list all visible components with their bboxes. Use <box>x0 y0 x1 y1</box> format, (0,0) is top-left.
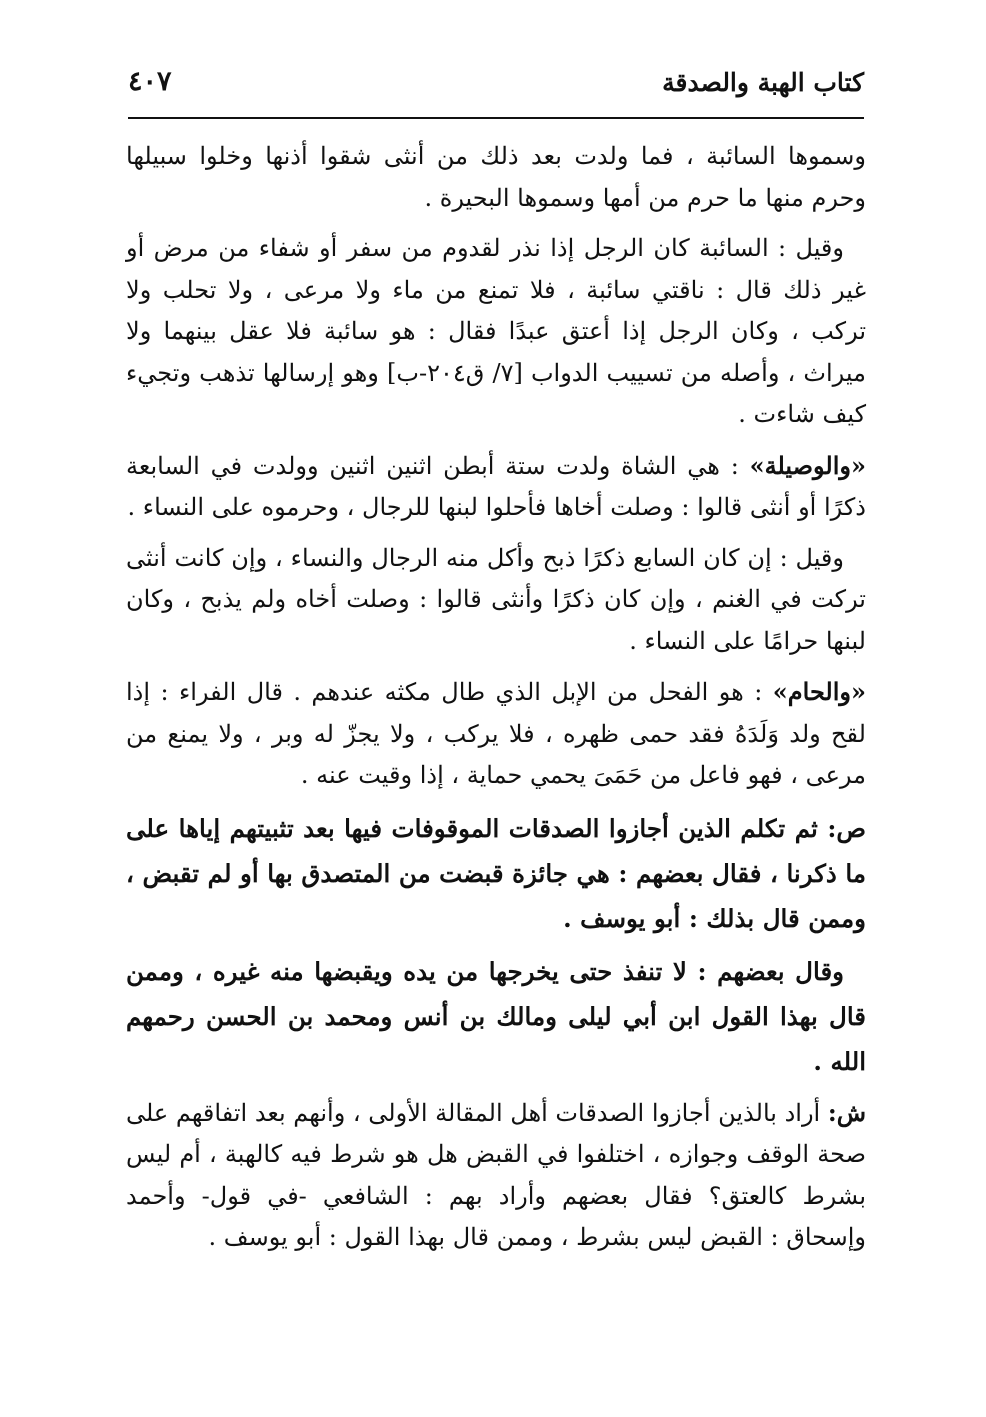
defined-term: «والوصيلة» <box>749 450 866 480</box>
paragraph <box>126 671 866 797</box>
book-title: كتاب الهبة والصدقة <box>662 68 864 97</box>
paragraph-text: ثم تكلم الذين أجازوا الصدقات الموقوفات فيها بعد تثبيتهم إياها على ما ذكرنا ، فقال بعضهم : هي جائزة قبضت من المتصدق بها أو لم تقبض ، وممن قال بذلك : أبو يوسف . <box>126 813 866 933</box>
sharh-paragraph <box>126 1092 866 1259</box>
defined-term: «والحام» <box>772 677 866 706</box>
paragraph-text: : هو الفحل من الإبل الذي طال مكثه عندهم . قال الفراء : إذا لقح ولد وَلَدَهُ فقد حمى ظهره ، فلا يركب ، ولا يجزّ له وبر ، ولا يمنع من مرعى ، فهو فاعل من حَمَىَ يحمي حماية ، إذا وقيت عنه . <box>126 678 866 789</box>
paragraph-text: وقال بعضهم : لا تنفذ حتى يخرجها من يده ويقبضها منه غيره ، وممن قال بهذا القول ابن أبي ليلى ومالك بن أنس ومحمد بن الحسن رحمهم الله . <box>126 956 866 1076</box>
paragraph <box>126 538 866 663</box>
page-header <box>128 62 864 112</box>
sharh-marker: ش: <box>827 1097 866 1127</box>
body-text <box>126 136 866 1268</box>
matn-marker: ص: <box>827 813 866 843</box>
paragraph <box>126 136 866 219</box>
matn-paragraph <box>126 949 866 1084</box>
matn-paragraph <box>126 806 866 941</box>
page-number: ٤٠٧ <box>128 66 172 97</box>
paragraph-text: وسموها السائبة ، فما ولدت بعد ذلك من أنثى شقوا أذنها وخلوا سبيلها وحرم منها ما حرم من أمها وسموها البحيرة . <box>126 142 866 212</box>
paragraph-text: وقيل : إن كان السابع ذكرًا ذبح وأكل منه الرجال والنساء ، وإن كانت أنثى تركت في الغنم ، وإن كان ذكرًا وأنثى قالوا : وصلت أخاه ولم يذبح ، وكان لبنها حرامًا على النساء . <box>126 543 866 655</box>
paragraph-text: أراد بالذين أجازوا الصدقات أهل المقالة الأولى ، وأنهم بعد اتفاقهم على صحة الوقف وجوازه ، اختلفوا في القبض هل هو شرط فيه كالهبة ، أم ليس بشرط كالعتق؟ فقال بعضهم وأراد بهم : الشافعي -في قول- وأحمد وإسحاق : القبض ليس بشرط ، وممن قال بهذا القول : أبو يوسف . <box>125 1098 866 1251</box>
paragraph-text: وقيل : السائبة كان الرجل إذا نذر لقدوم من سفر أو شفاء من مرض أو غير ذلك قال : ناقتي سائبة ، فلا تمنع من ماء ولا مرعى ، ولا تحلب ولا تركب ، وكان الرجل إذا أعتق عبدًا فقال : هو سائبة فلا عقل بينهما ولا ميراث ، وأصله من تسييب الدواب [٧/ ق٢٠٤-ب] وهو إرسالها تذهب وتجيء كيف شاءت . <box>126 234 866 428</box>
paragraph-text: : هي الشاة ولدت ستة أبطن اثنين اثنين وولدت في السابعة ذكرًا أو أنثى قالوا : وصلت أخاها فأحلوا لبنها للرجال ، وحرموه على النساء . <box>126 451 866 521</box>
paragraph <box>126 445 866 529</box>
paragraph <box>126 228 866 436</box>
header-divider <box>128 117 864 119</box>
